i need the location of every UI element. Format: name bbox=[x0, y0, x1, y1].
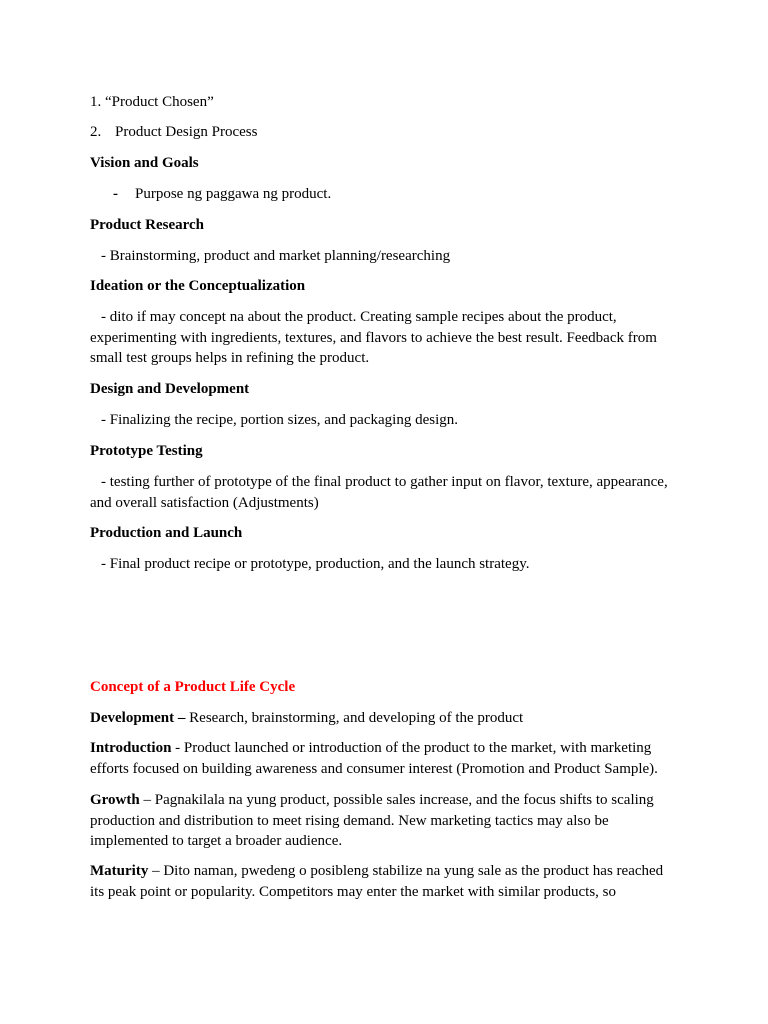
heading-design-development: Design and Development bbox=[90, 381, 250, 397]
heading-ideation: Ideation or the Conceptualization bbox=[90, 278, 306, 294]
maturity-text: – Dito naman, pwedeng o posibleng stabilize na yung sale as the product has reached its peak point or popularity. Competitors may enter the market with similar products, so bbox=[90, 863, 664, 900]
design-development-text: - Finalizing the recipe, portion sizes, and packaging design. bbox=[101, 412, 458, 428]
prototype-testing-text: - testing further of prototype of the final product to gather input on flavor, texture, appearance, and overall satisfaction (Adjustments) bbox=[90, 474, 668, 511]
growth-term: Growth bbox=[90, 792, 140, 808]
maturity-term: Maturity bbox=[90, 863, 149, 879]
introduction-term: Introduction bbox=[90, 740, 172, 756]
product-research-text: - Brainstorming, product and market planning/researching bbox=[101, 248, 451, 264]
ideation-text: - dito if may concept na about the product. Creating sample recipes about the product, experimenting with ingredients, textures, and flavors to achieve the best result. Feedback from small test groups helps in refining the product. bbox=[90, 309, 657, 366]
lifecycle-introduction bbox=[90, 738, 672, 779]
outline-item-1-number: 1. bbox=[90, 94, 102, 110]
heading-vision-goals: Vision and Goals bbox=[90, 155, 199, 171]
outline-item-1 bbox=[90, 92, 680, 113]
development-term: Development – bbox=[90, 710, 186, 726]
vision-bullet-item bbox=[113, 184, 703, 205]
outline-item-2-number: 2. bbox=[90, 124, 102, 140]
heading-product-research: Product Research bbox=[90, 217, 205, 233]
heading-prototype-testing: Prototype Testing bbox=[90, 443, 203, 459]
heading-production-launch: Production and Launch bbox=[90, 525, 243, 541]
outline-item-2 bbox=[90, 122, 680, 143]
bullet-dash: - bbox=[113, 186, 118, 202]
development-text: Research, brainstorming, and developing of the product bbox=[189, 710, 524, 726]
lifecycle-title: Concept of a Product Life Cycle bbox=[90, 679, 296, 695]
lifecycle-development bbox=[90, 708, 680, 729]
lifecycle-growth bbox=[90, 790, 670, 852]
production-launch-text: - Final product recipe or prototype, production, and the launch strategy. bbox=[101, 556, 530, 572]
introduction-text: - Product launched or introduction of the product to the market, with marketing efforts focused on building awareness and consumer interest (Promotion and Product Sample). bbox=[90, 740, 658, 777]
outline-item-2-text: Product Design Process bbox=[115, 124, 258, 140]
lifecycle-maturity bbox=[90, 861, 672, 902]
vision-text: Purpose ng paggawa ng product. bbox=[135, 186, 332, 202]
outline-item-1-text: “Product Chosen” bbox=[105, 94, 214, 110]
growth-text: – Pagnakilala na yung product, possible sales increase, and the focus shifts to scaling production and distribution to meet rising demand. New marketing tactics may also be implemented to target a broader audience. bbox=[90, 792, 654, 849]
